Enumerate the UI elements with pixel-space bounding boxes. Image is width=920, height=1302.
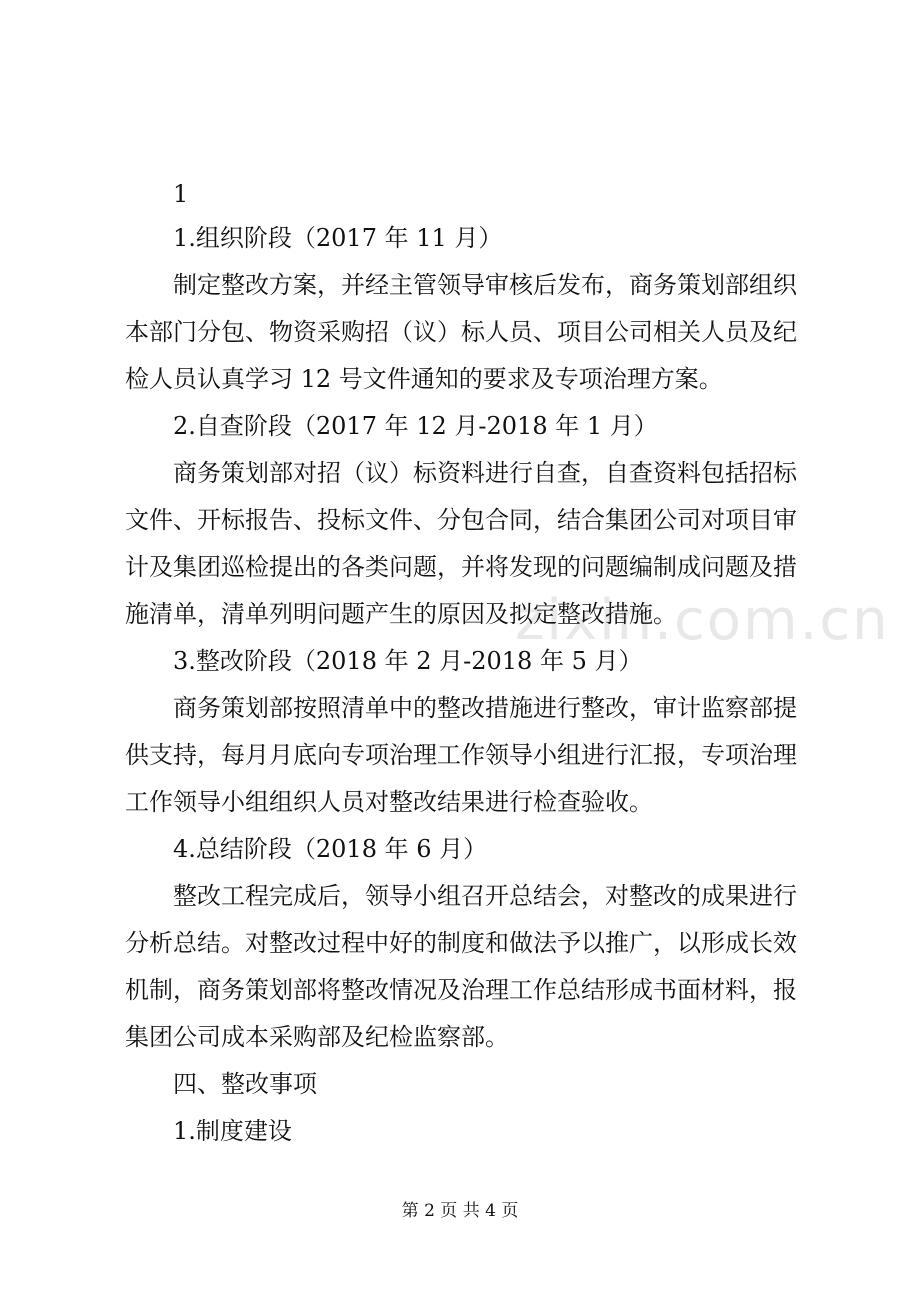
paragraph-line: 计及集团巡检提出的各类问题，并将发现的问题编制成问题及措 (125, 553, 797, 581)
heading-rectification-stage: 3.整改阶段（2018 年 2 月-2018 年 5 月） (173, 647, 643, 675)
paragraph-line: 供支持，每月月底向专项治理工作领导小组进行汇报，专项治理 (125, 741, 797, 769)
paragraph-line: 分析总结。对整改过程中好的制度和做法予以推广，以形成长效 (125, 929, 797, 957)
paragraph-line: 本部门分包、物资采购招（议）标人员、项目公司相关人员及纪 (125, 318, 797, 346)
watermark: zixin.com.cn (515, 588, 890, 653)
heading-organize-stage: 1.组织阶段（2017 年 11 月） (173, 224, 503, 252)
section-heading-rectification-items: 四、整改事项 (173, 1070, 317, 1098)
paragraph-line: 商务策划部对招（议）标资料进行自查，自查资料包括招标 (173, 459, 797, 487)
page-footer: 第 2 页 共 4 页 (401, 1201, 519, 1221)
paragraph-line: 制定整改方案，并经主管领导审核后发布，商务策划部组织 (173, 271, 797, 299)
heading-self-check-stage: 2.自查阶段（2017 年 12 月-2018 年 1 月） (173, 412, 658, 440)
page-marker: 1 (173, 180, 189, 208)
paragraph-line: 商务策划部按照清单中的整改措施进行整改，审计监察部提 (173, 694, 797, 722)
heading-system-construction: 1.制度建设 (173, 1117, 292, 1145)
paragraph-line: 检人员认真学习 12 号文件通知的要求及专项治理方案。 (125, 365, 723, 393)
paragraph-line: 文件、开标报告、投标文件、分包合同，结合集团公司对项目审 (125, 506, 797, 534)
paragraph-line: 机制，商务策划部将整改情况及治理工作总结形成书面材料，报 (125, 976, 797, 1004)
paragraph-line: 施清单，清单列明问题产生的原因及拟定整改措施。 (125, 600, 677, 628)
heading-summary-stage: 4.总结阶段（2018 年 6 月） (173, 835, 488, 863)
paragraph-line: 工作领导小组组织人员对整改结果进行检查验收。 (125, 788, 653, 816)
paragraph-line: 整改工程完成后，领导小组召开总结会，对整改的成果进行 (173, 882, 797, 910)
paragraph-line: 集团公司成本采购部及纪检监察部。 (125, 1023, 509, 1051)
